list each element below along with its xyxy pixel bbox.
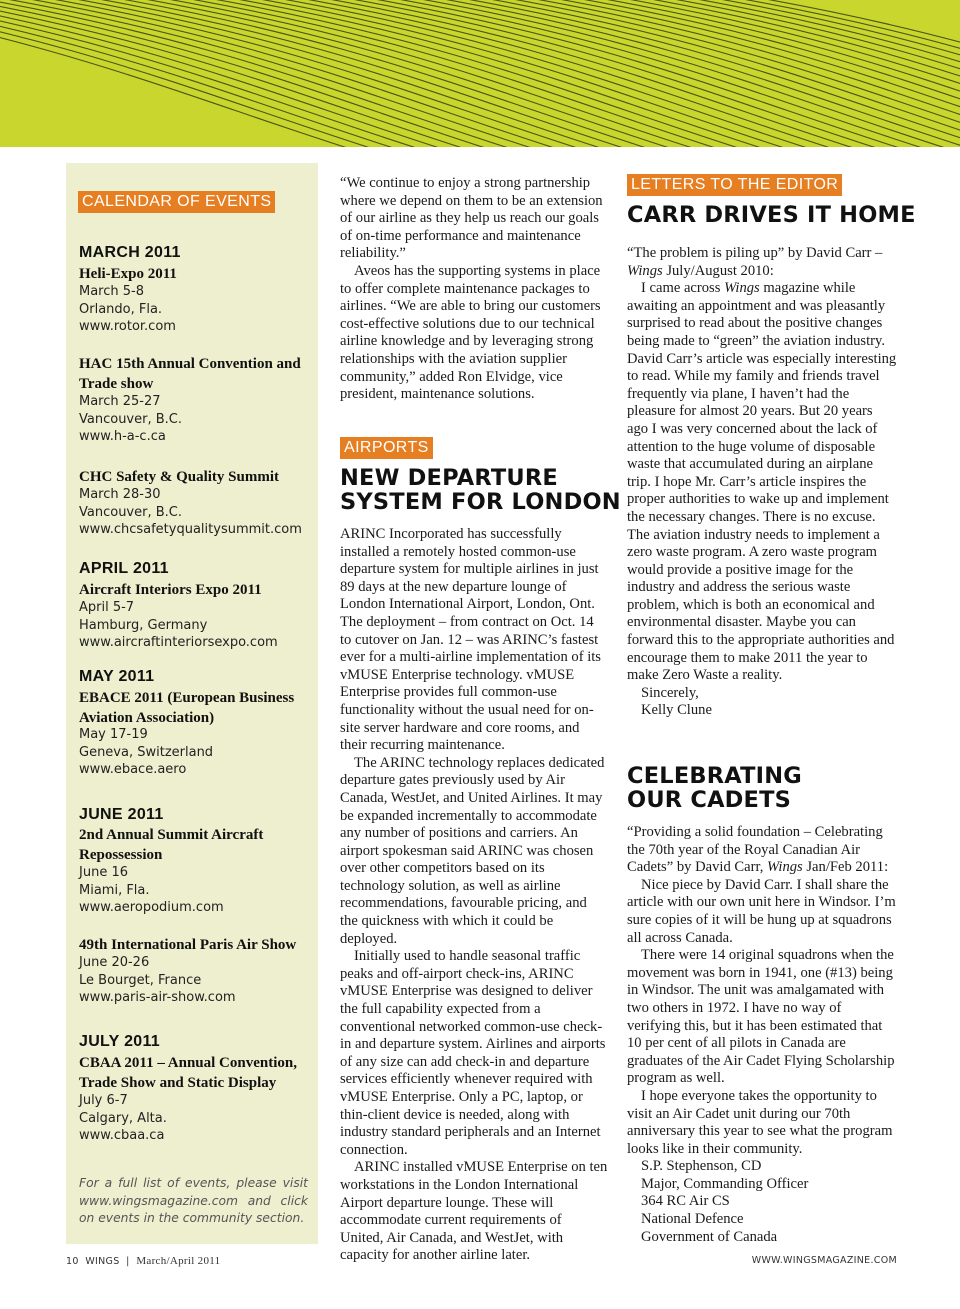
banner-wave-line bbox=[260, 0, 820, 147]
airports-section-tag: AIRPORTS bbox=[340, 437, 433, 459]
banner-wave-line bbox=[283, 0, 843, 147]
event-title: HAC 15th Annual Convention and Trade show bbox=[79, 356, 301, 392]
body-text: magazine while awaiting an appointment and was pleasantly surprised to read about the positive changes being made to “green” the aviation industry. David Carr’s article was especially interesting to read. While my family and friends travel frequently via plane, I haven’t had the pleasure for almost 20 years. But 20 years ago I was very concerned about the lack of attention to the huge volume of disposable waste that accumulated during an airplane trip. I hope Mr. Carr’s article inspires the proper authorities to wake up and implement the necessary changes. There is no excuse. The aviation industry needs to implement a zero waste program. A zero waste program would provide a positive image for the industry and address the serious waste problem, which is both an economical and environmental disaster. Maybe you can forward this to the appropriate authorities and encourage them to make 2011 the year to make Zero Waste a reality. bbox=[627, 280, 897, 684]
letter-cadets bbox=[627, 824, 897, 1246]
event-location: Calgary, Alta. bbox=[79, 1110, 167, 1126]
event-website: www.h-a-c.ca bbox=[79, 429, 166, 444]
banner-wave-line bbox=[76, 0, 636, 147]
event-title: Aircraft Interiors Expo 2011 bbox=[79, 582, 262, 598]
banner-wave-line bbox=[30, 0, 590, 147]
event-details bbox=[79, 283, 176, 336]
page-footer-left: 10 WINGS | March/April 2011 bbox=[66, 1255, 221, 1267]
banner-wave-line bbox=[53, 0, 613, 147]
event-website: www.cbaa.ca bbox=[79, 1128, 165, 1143]
event-location: Vancouver, B.C. bbox=[79, 504, 182, 520]
banner-wave-line bbox=[168, 0, 728, 147]
calendar-section-tag: CALENDAR OF EVENTS bbox=[78, 191, 275, 213]
event-date: March 5-8 bbox=[79, 284, 144, 299]
month-heading: JULY 2011 bbox=[79, 1033, 160, 1050]
month-heading: APRIL 2011 bbox=[79, 560, 169, 577]
event-details bbox=[79, 486, 302, 539]
footer-website: WWW.WINGSMAGAZINE.COM bbox=[751, 1255, 897, 1266]
magazine-name: Wings bbox=[767, 859, 803, 876]
banner-wave-line bbox=[0, 0, 406, 147]
banner-wave-line bbox=[145, 0, 705, 147]
event-website: www.ebace.aero bbox=[79, 762, 187, 777]
letter-body: Nice piece by David Carr. I shall share the article with our own unit here in Windsor. I’m sure copies of it will be hung up at squadrons all across Canada. bbox=[627, 876, 896, 946]
page-number: 10 bbox=[66, 1256, 79, 1267]
banner-wave-line bbox=[398, 0, 958, 147]
event-title: EBACE 2011 (European Business Aviation Association) bbox=[79, 690, 295, 726]
intro-text: “Providing a solid foundation – Celebrating the 70th year of the Royal Canadian Air Cadets” by David Carr, bbox=[627, 824, 883, 876]
continued-article bbox=[340, 175, 608, 404]
airports-headline bbox=[340, 466, 621, 514]
event-location: Hamburg, Germany bbox=[79, 617, 208, 633]
banner-wave-line bbox=[306, 0, 866, 147]
cadets-headline bbox=[627, 764, 802, 812]
banner-wave-line bbox=[237, 0, 797, 147]
magazine-name: WINGS bbox=[85, 1256, 120, 1267]
event-date: March 25-27 bbox=[79, 394, 161, 409]
banner-wave-line bbox=[122, 0, 682, 147]
intro-text: July/August 2010: bbox=[662, 262, 774, 279]
headline-line: OUR CADETS bbox=[627, 787, 792, 813]
banner-wave-lines bbox=[0, 0, 960, 147]
banner-wave-line bbox=[352, 0, 912, 147]
airports-article bbox=[340, 526, 608, 1265]
banner-wave-line bbox=[99, 0, 659, 147]
event-details bbox=[79, 393, 182, 446]
signature-line: Government of Canada bbox=[641, 1228, 778, 1245]
month-heading: JUNE 2011 bbox=[79, 806, 164, 823]
event-details bbox=[79, 1092, 167, 1145]
letter-carr bbox=[627, 245, 897, 720]
event-date: May 17-19 bbox=[79, 727, 148, 742]
intro-text: Jan/Feb 2011: bbox=[802, 859, 889, 876]
headline-line: SYSTEM FOR LONDON bbox=[340, 489, 621, 515]
banner-wave-line bbox=[329, 0, 889, 147]
event-website: www.paris-air-show.com bbox=[79, 990, 236, 1005]
headline-line: NEW DEPARTURE bbox=[340, 465, 558, 491]
letters-section-tag: LETTERS TO THE EDITOR bbox=[627, 174, 842, 196]
event-title: 2nd Annual Summit Aircraft Repossession bbox=[79, 827, 264, 863]
signature-line: National Defence bbox=[641, 1211, 744, 1228]
letters-headline: CARR DRIVES IT HOME bbox=[627, 202, 916, 228]
event-date: April 5-7 bbox=[79, 600, 135, 615]
event-date: June 16 bbox=[79, 865, 128, 880]
article-paragraph: The ARINC technology replaces dedicated departure gates previously used by Air Canada, WestJet, and United Airlines. It may be expanded incrementally to accommodate any number of positions and carriers. An airport spokesman said ARINC was chosen over other competitors based on its technology solution, as well as airline recommendations, favourable pricing, and the quickness with which it could be deployed. bbox=[340, 754, 605, 947]
event-details bbox=[79, 864, 224, 917]
article-paragraph: ARINC Incorporated has successfully installed a remotely hosted common-use departure system for multiple airlines in just 89 days at the new departure lounge of London International Airport, London, Ont. The deployment – from contract on Oct. 14 to cutover on Jan. 12 – was ARINC’s fastest ever for a multi-airline implementation of its vMUSE Enterprise technology. vMUSE Enterprise provides full common-use functionality without the usual need for on-site server hardware and core rooms, and their recurring maintenance. bbox=[340, 526, 601, 754]
letter-intro bbox=[627, 245, 897, 280]
banner-wave-line bbox=[7, 0, 567, 147]
event-website: www.aircraftinteriorsexpo.com bbox=[79, 635, 278, 650]
month-heading: MARCH 2011 bbox=[79, 244, 181, 261]
magazine-name: Wings bbox=[724, 280, 760, 297]
event-location: Vancouver, B.C. bbox=[79, 411, 182, 427]
letter-intro bbox=[627, 824, 897, 877]
banner-wave-line bbox=[0, 0, 452, 147]
magazine-name: Wings bbox=[627, 262, 663, 279]
month-heading: MAY 2011 bbox=[79, 668, 155, 685]
event-title: Heli-Expo 2011 bbox=[79, 266, 177, 282]
event-date: June 20-26 bbox=[79, 955, 150, 970]
letter-body: I hope everyone takes the opportunity to visit an Air Cadet unit during our 70th anniversary this year to see what the program looks like in their community. bbox=[627, 1087, 893, 1157]
letter-body: There were 14 original squadrons when the movement was born in 1941, one (#13) being in Windsor. The unit was amalgamated with two others in 1972. I have no way of verifying this, but it has been estimated that 10 per cent of all pilots in Canada are graduates of the Air Cadet Flying Scholarship program as well. bbox=[627, 947, 895, 1087]
event-website: www.chcsafetyqualitysummit.com bbox=[79, 522, 302, 537]
event-details bbox=[79, 726, 213, 779]
article-paragraph: Initially used to handle seasonal traffic peaks and off-airport check-ins, ARINC vMUSE Enterprise was designed to deliver the full capability expected from a conventional networked common-use check-in and departure system. Airlines and airports of any size can add check-in and departure services efficiently whenever required with vMUSE Enterprise. Only a PC, laptop, or thin-client device is needed, along with industry standard peripherals and an Internet connection. bbox=[340, 948, 606, 1158]
event-location: Orlando, Fla. bbox=[79, 301, 163, 317]
headline-line: CELEBRATING bbox=[627, 763, 802, 789]
banner-wave-line bbox=[214, 0, 774, 147]
event-date: July 6-7 bbox=[79, 1093, 128, 1108]
event-title: CBAA 2011 – Annual Convention, Trade Show and Static Display bbox=[79, 1055, 297, 1091]
letter-body bbox=[627, 280, 897, 685]
event-location: Le Bourget, France bbox=[79, 972, 202, 988]
event-location: Miami, Fla. bbox=[79, 882, 150, 898]
event-details bbox=[79, 599, 278, 652]
signature-line: S.P. Stephenson, CD bbox=[641, 1158, 762, 1175]
banner-wave-line bbox=[720, 0, 960, 147]
event-title: 49th International Paris Air Show bbox=[79, 937, 297, 953]
signature-line: Major, Commanding Officer bbox=[641, 1175, 809, 1192]
event-title: CHC Safety & Quality Summit bbox=[79, 469, 279, 485]
calendar-footnote: For a full list of events, please visit www.wingsmagazine.com and click on events in the community section. bbox=[79, 1176, 308, 1225]
banner-wave-line bbox=[628, 0, 960, 147]
event-website: www.aeropodium.com bbox=[79, 900, 224, 915]
body-text: I came across bbox=[641, 280, 725, 297]
article-paragraph: Aveos has the supporting systems in place to offer complete maintenance packages to airlines. “We are able to bring our customers cost-effective solutions due to our technical airline knowledge and by leveraging strong relationships with the aviation supplier community,” added Ron Elvidge, vice president, maintenance solutions. bbox=[340, 262, 601, 403]
event-details bbox=[79, 954, 236, 1007]
signature-line: Sincerely, bbox=[641, 684, 699, 701]
intro-text: “The problem is piling up” by David Carr – bbox=[627, 245, 883, 261]
banner-wave-line bbox=[0, 0, 475, 147]
issue-date: March/April 2011 bbox=[136, 1255, 221, 1267]
signature-name: Kelly Clune bbox=[641, 702, 712, 719]
event-website: www.rotor.com bbox=[79, 319, 176, 334]
banner-wave-line bbox=[375, 0, 935, 147]
signature-line: 364 RC Air CS bbox=[641, 1193, 730, 1210]
article-paragraph: ARINC installed vMUSE Enterprise on ten workstations in the London International Airport departure lounge. These will accommodate current requirements of United, Air Canada, and WestJet, with capacity for another airline later. bbox=[340, 1159, 608, 1264]
header-banner bbox=[0, 0, 960, 147]
banner-wave-line bbox=[582, 0, 960, 147]
event-date: March 28-30 bbox=[79, 487, 161, 502]
event-location: Geneva, Switzerland bbox=[79, 744, 214, 760]
banner-wave-line bbox=[191, 0, 751, 147]
article-paragraph: “We continue to enjoy a strong partnership where we depend on them to be an extension of our airline as they help us reach our goals of on-time performance and maintenance reliability.” bbox=[340, 175, 603, 262]
